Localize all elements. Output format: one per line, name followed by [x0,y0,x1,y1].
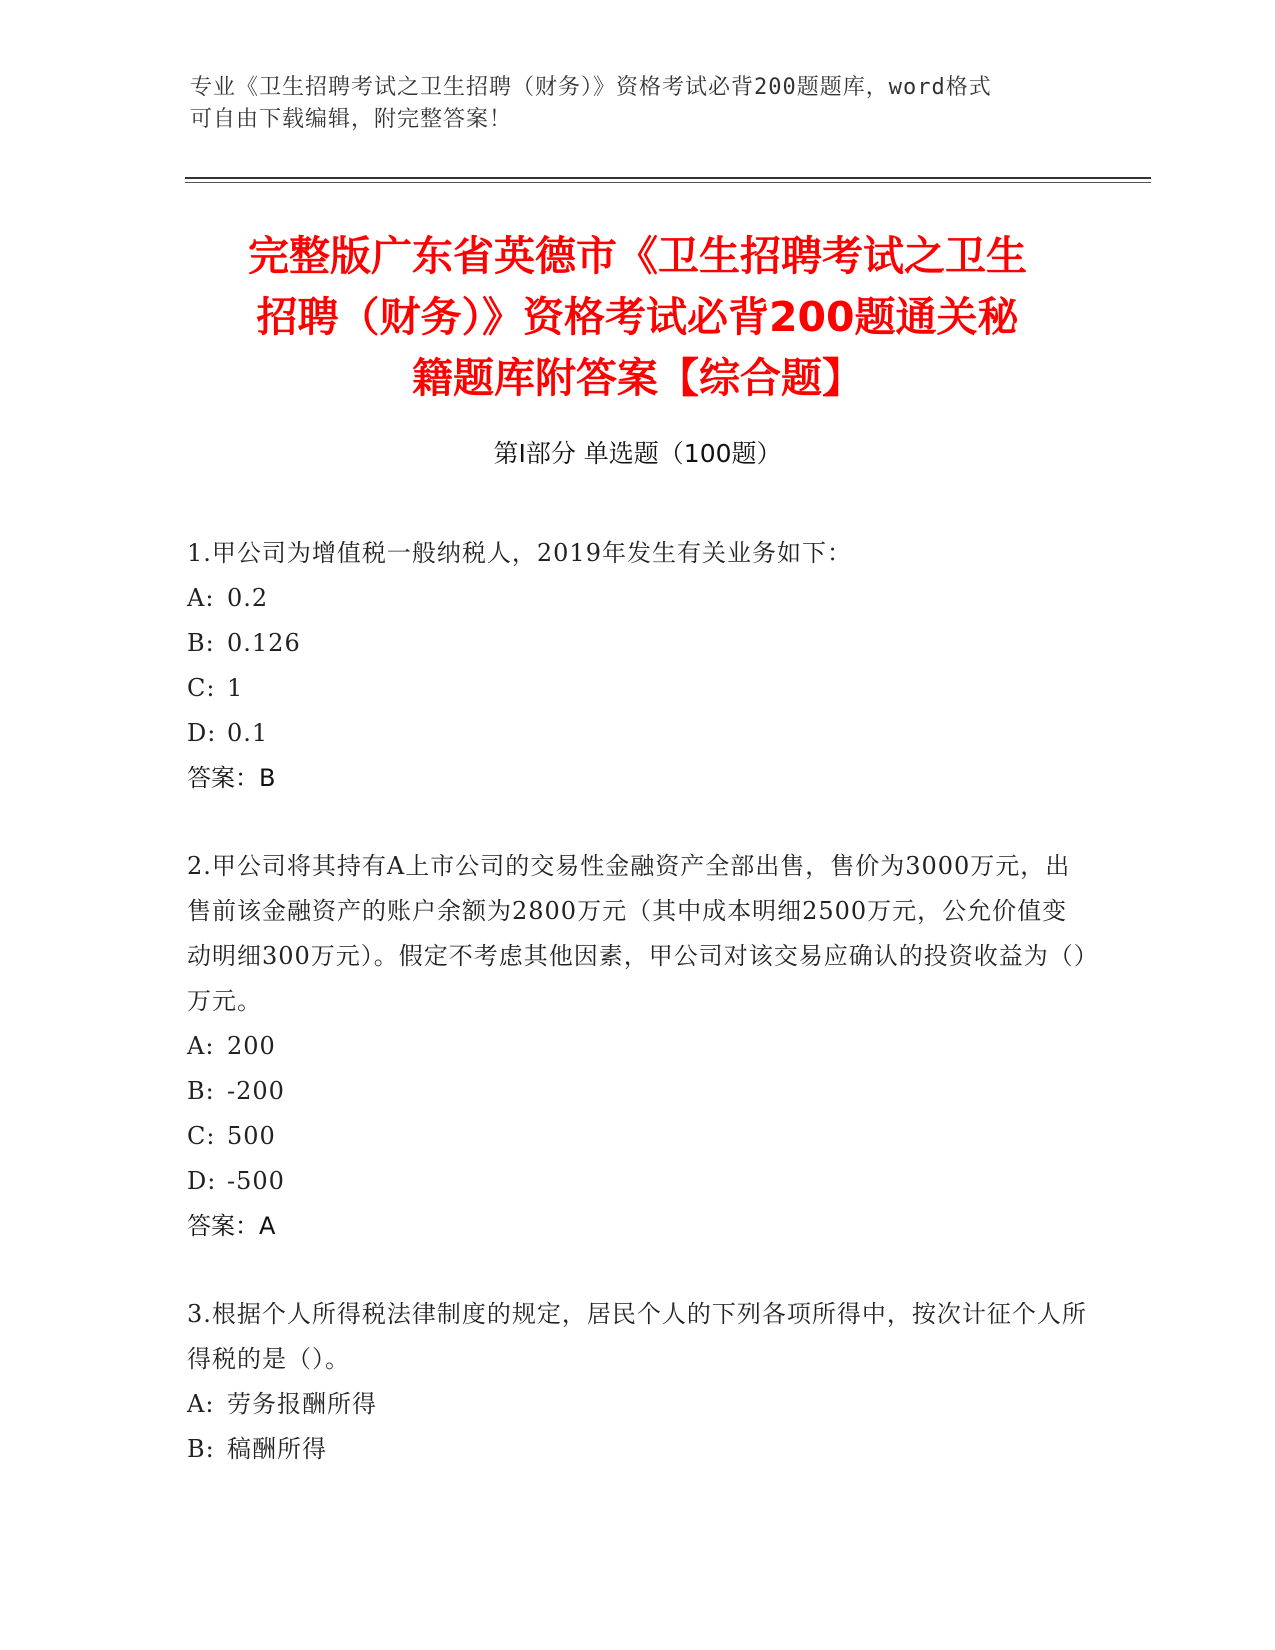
question-option [187,1382,1087,1427]
question-item [187,1292,1087,1472]
document-title-line-2: 招聘（财务）》资格考试必背200题通关秘 [256,293,1019,341]
question-option [187,1024,1087,1069]
option-text: -500 [227,1167,285,1195]
option-letter: B: [187,629,215,657]
option-text: -200 [227,1077,285,1105]
question-option [187,1069,1087,1114]
option-text: 1 [227,674,244,702]
question-answer: 答案：A [187,1212,276,1240]
option-text: 0.1 [227,719,269,747]
header-note-line-1: 专业《卫生招聘考试之卫生招聘（财务）》资格考试必背200题题库，word格式 [190,75,992,100]
question-option [187,666,1087,711]
header-divider [185,177,1151,179]
option-text: 0.2 [227,584,269,612]
document-title [170,226,1105,409]
option-letter: D: [187,719,217,747]
header-note [190,72,1090,136]
question-stem: 2.甲公司将其持有A上市公司的交易性金融资产全部出售，售价为3000万元，出售前该金融资产的账户余额为2800万元（其中成本明细2500万元，公允价值变动明细300万元）。假定不考虑其他因素，甲公司对该交易应确认的投资收益为（）万元。 [187,852,1087,1015]
option-letter: D: [187,1167,217,1195]
option-letter: A: [187,584,215,612]
option-text: 500 [227,1122,276,1150]
question-answer: 答案：B [187,764,276,792]
option-text: 劳务报酬所得 [227,1390,377,1418]
document-title-line-1: 完整版广东省英德市《卫生招聘考试之卫生 [248,232,1027,280]
question-stem: 1.甲公司为增值税一般纳税人，2019年发生有关业务如下： [187,539,852,567]
question-option [187,1159,1087,1204]
option-letter: C: [187,1122,216,1150]
question-option [187,576,1087,621]
question-option [187,1427,1087,1472]
header-divider-thin [185,182,1151,183]
question-option [187,621,1087,666]
option-letter: B: [187,1077,215,1105]
question-stem: 3.根据个人所得税法律制度的规定，居民个人的下列各项所得中，按次计征个人所得税的是（）。 [187,1300,1087,1373]
option-text: 200 [227,1032,276,1060]
option-letter: C: [187,674,216,702]
option-letter: A: [187,1032,215,1060]
question-list [187,531,1087,1472]
document-title-line-3: 籍题库附答案【综合题】 [412,354,863,402]
question-item [187,844,1087,1249]
option-text: 0.126 [227,629,301,657]
option-letter: B: [187,1435,215,1463]
question-option [187,711,1087,756]
question-option [187,1114,1087,1159]
option-letter: A: [187,1390,215,1418]
header-note-line-2: 可自由下载编辑，附完整答案！ [190,107,513,132]
option-text: 稿酬所得 [227,1435,327,1463]
section-title: 第Ⅰ部分 单选题（100题） [493,439,782,468]
question-item [187,531,1087,801]
